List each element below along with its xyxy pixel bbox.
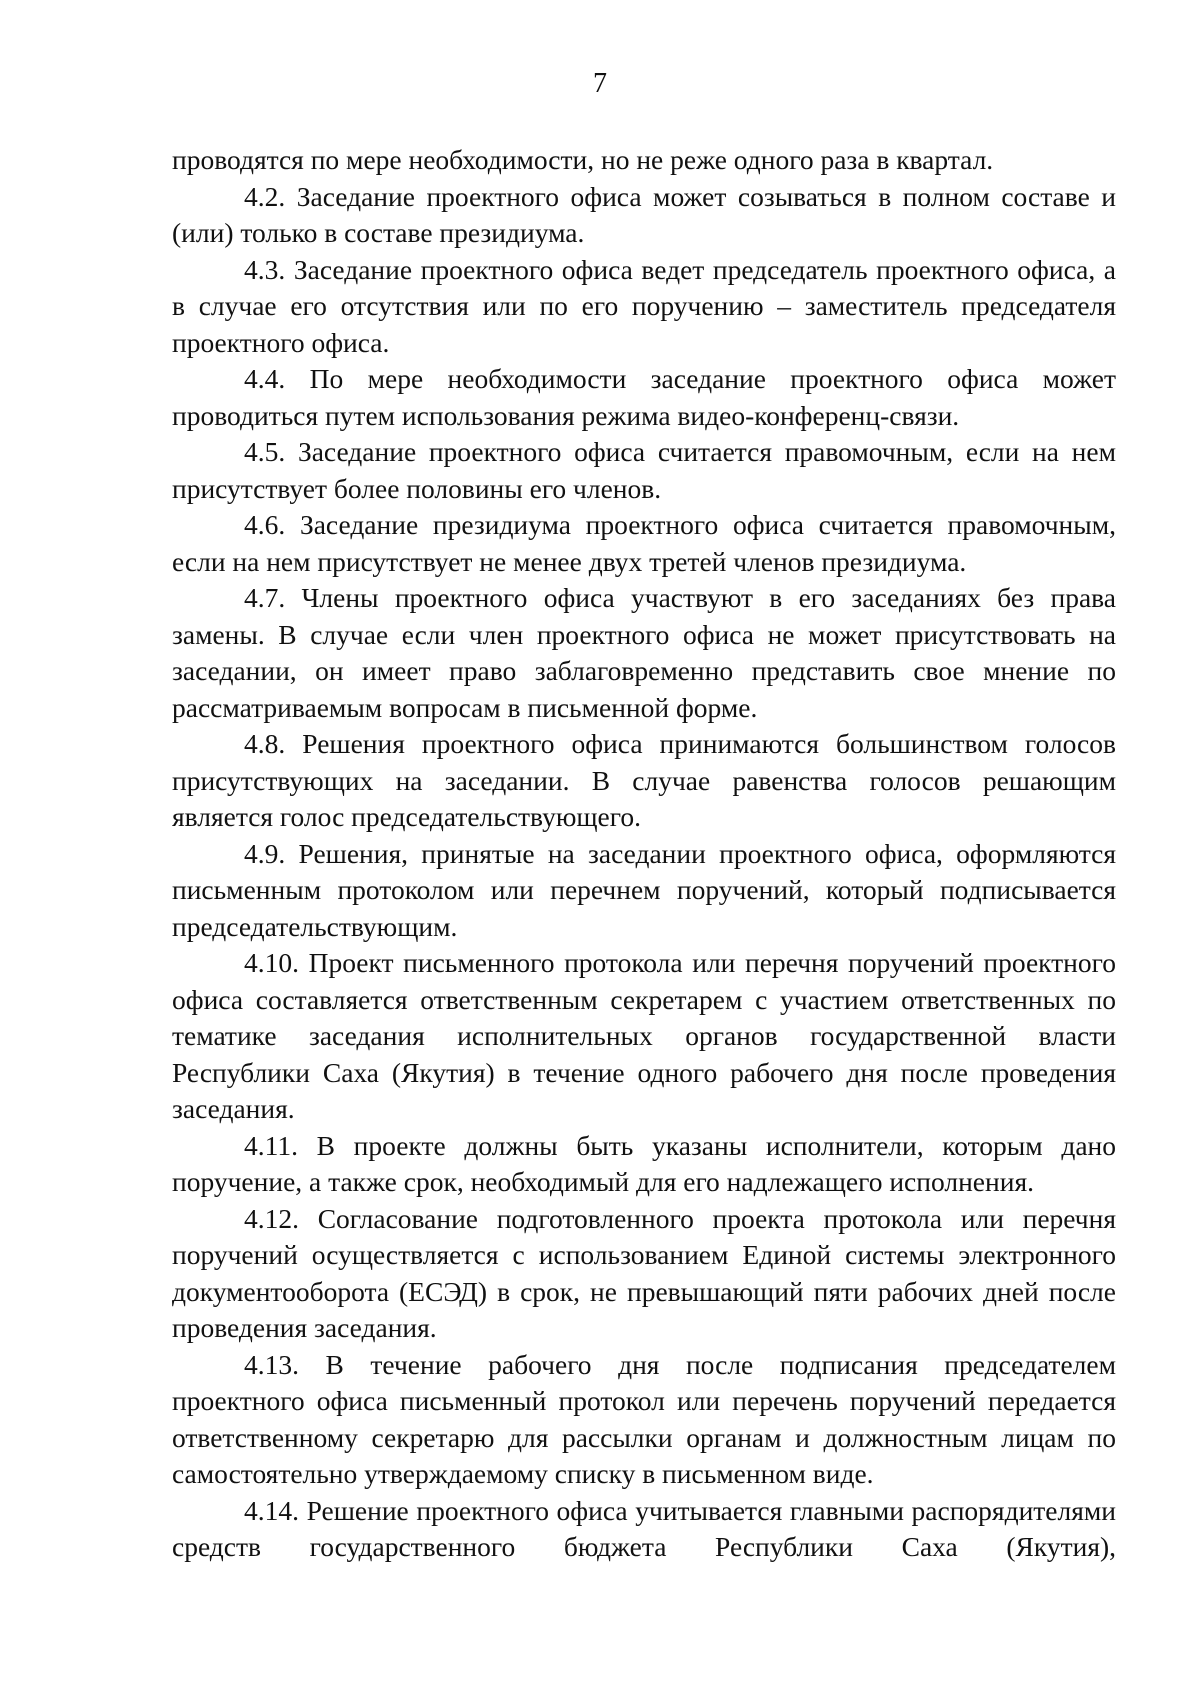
paragraph-4-5: 4.5. Заседание проектного офиса считается правомочным, если на нем присутствует более половины его членов.	[172, 436, 1116, 504]
paragraph-4-11: 4.11. В проекте должны быть указаны исполнители, которым дано поручение, а также срок, необходимый для его надлежащего исполнения.	[172, 1129, 1116, 1197]
paragraph-4-9: 4.9. Решения, принятые на заседании проектного офиса, оформляются письменным протоколом или перечнем поручений, который подписывается председательствующим.	[172, 837, 1116, 942]
paragraph-4-3: 4.3. Заседание проектного офиса ведет председатель проектного офиса, а в случае его отсутствия или по его поручению – заместитель председателя проектного офиса.	[172, 253, 1116, 358]
paragraph-4-8: 4.8. Решения проектного офиса принимаются большинством голосов присутствующих на заседании. В случае равенства голосов решающим является голос председательствующего.	[172, 728, 1116, 832]
paragraph-4-6: 4.6. Заседание президиума проектного офиса считается правомочным, если на нем присутствует не менее двух третей членов президиума.	[172, 509, 1116, 577]
paragraph-4-12: 4.12. Согласование подготовленного проекта протокола или перечня поручений осуществляется с использованием Единой системы электронного документооборота (ЕСЭД) в срок, не превышающий пяти рабочих дней после проведения заседания.	[172, 1202, 1116, 1343]
paragraph-4-2: 4.2. Заседание проектного офиса может созываться в полном составе и (или) только в составе президиума.	[172, 180, 1116, 248]
paragraph-continuation: проводятся по мере необходимости, но не реже одного раза в квартал.	[172, 144, 994, 175]
page-number: 7	[593, 68, 607, 99]
document-body	[172, 142, 1116, 1566]
paragraph-4-4: 4.4. По мере необходимости заседание проектного офиса может проводиться путем использования режима видео-конференц-связи.	[172, 363, 1116, 431]
paragraph-4-13: 4.13. В течение рабочего дня после подписания председателем проектного офиса письменный протокол или перечень поручений передается ответственному секретарю для рассылки органам и должностным лицам по самостоятельно утверждаемому списку в письменном виде.	[172, 1348, 1116, 1489]
paragraph-4-7: 4.7. Члены проектного офиса участвуют в его заседаниях без права замены. В случае если член проектного офиса не может присутствовать на заседании, он имеет право заблаговременно представить свое мнение по рассматриваемым вопросам в письменной форме.	[172, 582, 1116, 723]
paragraph-4-14: 4.14. Решение проектного офиса учитывается главными распорядителями средств государственного бюджета Республики Саха (Якутия),	[172, 1494, 1116, 1562]
paragraph-4-10: 4.10. Проект письменного протокола или перечня поручений проектного офиса составляется ответственным секретарем с участием ответственных по тематике заседания исполнительных органов государственной власти Республики Саха (Якутия) в течение одного рабочего дня после проведения заседания.	[172, 947, 1116, 1124]
